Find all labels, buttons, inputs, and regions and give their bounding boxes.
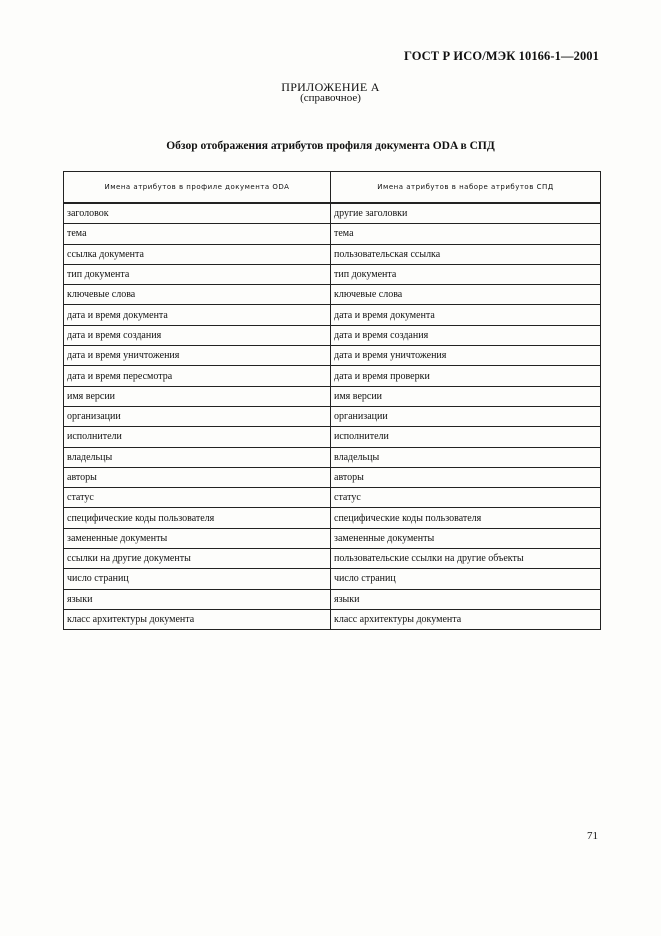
table-header-row [64,172,601,204]
oda-attribute-cell: организации [64,406,331,426]
table-row [64,528,601,548]
dfr-attribute-cell: класс архитектуры документа [331,609,601,629]
oda-attribute-cell: ссылки на другие документы [64,549,331,569]
table-row [64,325,601,345]
table-title: Обзор отображения атрибутов профиля документа ODA в СПД [166,140,495,152]
dfr-attribute-cell: число страниц [331,569,601,589]
oda-attribute-cell: языки [64,589,331,609]
oda-attribute-cell: класс архитектуры документа [64,609,331,629]
dfr-attribute-cell: авторы [331,467,601,487]
dfr-attribute-cell: языки [331,589,601,609]
table-row [64,285,601,305]
standard-header: ГОСТ Р ИСО/МЭК 10166-1—2001 [403,49,599,63]
table-row [64,589,601,609]
table-row [64,427,601,447]
oda-attribute-cell: владельцы [64,447,331,467]
attribute-mapping-table [63,171,601,630]
table-row [64,203,601,224]
oda-attribute-cell: ссылка документа [64,244,331,264]
dfr-attribute-cell: дата и время документа [331,305,601,325]
page-number: 71 [587,830,598,842]
oda-attribute-cell: авторы [64,467,331,487]
dfr-attribute-cell: дата и время проверки [331,366,601,386]
dfr-attribute-cell: пользовательская ссылка [331,244,601,264]
dfr-attribute-cell: пользовательские ссылки на другие объекты [331,549,601,569]
oda-attribute-cell: статус [64,488,331,508]
column-header-oda: Имена атрибутов в профиле документа ODA [64,172,331,204]
table-row [64,224,601,244]
oda-attribute-cell: дата и время пересмотра [64,366,331,386]
appendix-title: ПРИЛОЖЕНИЕ А [281,80,380,94]
dfr-attribute-cell: тип документа [331,264,601,284]
column-header-dfr: Имена атрибутов в наборе атрибутов СПД [331,172,601,204]
dfr-attribute-cell: другие заголовки [331,203,601,224]
table-row [64,264,601,284]
oda-attribute-cell: дата и время создания [64,325,331,345]
dfr-attribute-cell: статус [331,488,601,508]
oda-attribute-cell: тип документа [64,264,331,284]
table-row [64,467,601,487]
oda-attribute-cell: специфические коды пользователя [64,508,331,528]
appendix-subtitle: (справочное) [300,92,361,104]
table-row [64,609,601,629]
dfr-attribute-cell: имя версии [331,386,601,406]
dfr-attribute-cell: дата и время создания [331,325,601,345]
oda-attribute-cell: имя версии [64,386,331,406]
dfr-attribute-cell: тема [331,224,601,244]
dfr-attribute-cell: замененные документы [331,528,601,548]
table-row [64,244,601,264]
table-row [64,508,601,528]
dfr-attribute-cell: организации [331,406,601,426]
dfr-attribute-cell: ключевые слова [331,285,601,305]
dfr-attribute-cell: исполнители [331,427,601,447]
table-row [64,406,601,426]
oda-attribute-cell: замененные документы [64,528,331,548]
dfr-attribute-cell: специфические коды пользователя [331,508,601,528]
table-row [64,305,601,325]
oda-attribute-cell: число страниц [64,569,331,589]
table-row [64,549,601,569]
oda-attribute-cell: тема [64,224,331,244]
dfr-attribute-cell: дата и время уничтожения [331,346,601,366]
oda-attribute-cell: исполнители [64,427,331,447]
oda-attribute-cell: заголовок [64,203,331,224]
table-row [64,386,601,406]
dfr-attribute-cell: владельцы [331,447,601,467]
oda-attribute-cell: дата и время документа [64,305,331,325]
oda-attribute-cell: ключевые слова [64,285,331,305]
table-row [64,366,601,386]
table-row [64,569,601,589]
table-row [64,346,601,366]
table-row [64,488,601,508]
oda-attribute-cell: дата и время уничтожения [64,346,331,366]
table-row [64,447,601,467]
